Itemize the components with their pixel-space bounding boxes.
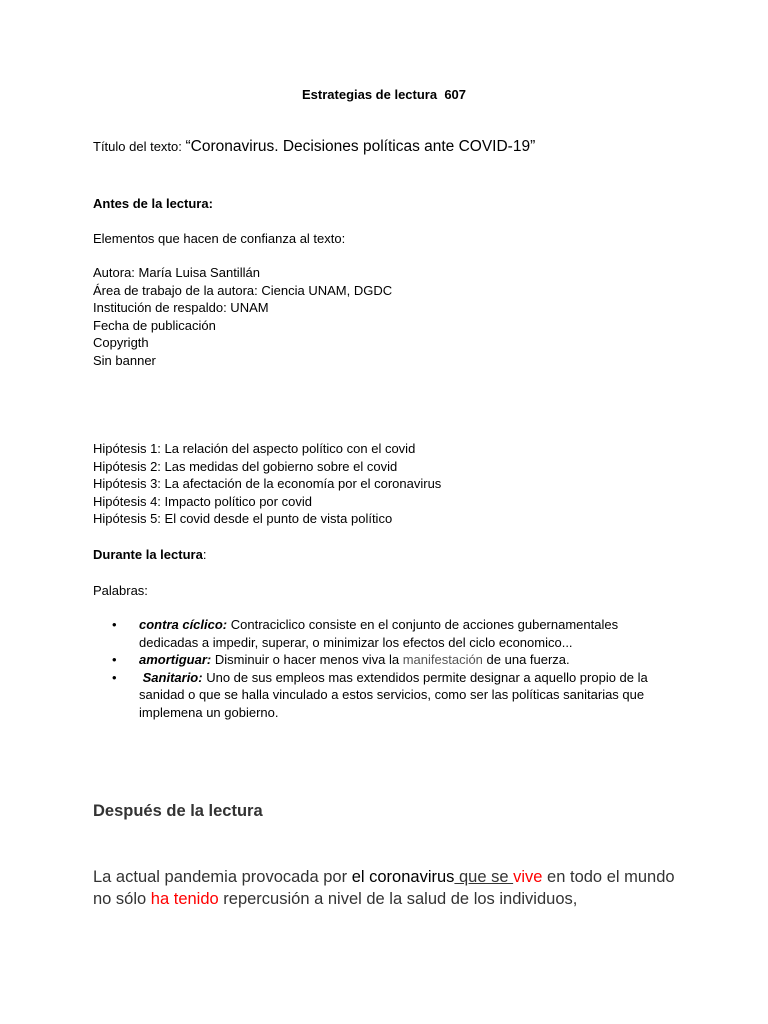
after-reading-paragraph — [93, 866, 693, 910]
hypothesis-item: Hipótesis 2: Las medidas del gobierno sobre el covid — [93, 458, 398, 474]
bullet-icon: • — [112, 669, 117, 685]
after-reading-heading: Después de la lectura — [93, 802, 263, 820]
trust-item: Área de trabajo de la autora: Ciencia UNAM, DGDC — [93, 282, 393, 298]
word-item — [112, 669, 672, 722]
text-title-value: “Coronavirus. Decisiones políticas ante COVID-19” — [185, 138, 536, 155]
word-definition-after: de una fuerza. — [482, 652, 570, 668]
trust-item: Fecha de publicación — [93, 317, 216, 333]
words-label: Palabras: — [93, 583, 148, 598]
word-definition: Uno de sus empleos mas extendidos permite designar a aquello propio de la sanidad o que se halla vinculado a estos servicios, como ser las políticas sanitarias que implemena un gobierno. — [139, 669, 648, 720]
paragraph-part: en todo el mundo no sólo — [93, 868, 675, 908]
words-list — [112, 616, 672, 722]
before-reading-heading: Antes de la lectura: — [93, 196, 213, 211]
trust-items-list — [93, 264, 392, 370]
hypotheses-list — [93, 440, 441, 528]
word-term: contra cíclico: — [139, 617, 228, 632]
trust-item: Autora: María Luisa Santillán — [93, 265, 260, 280]
word-term: amortiguar: — [139, 652, 212, 668]
text-title-line — [93, 138, 535, 156]
bullet-icon: • — [112, 617, 117, 632]
paragraph-part: ha tenido — [150, 890, 219, 908]
bullet-icon: • — [112, 652, 117, 668]
word-item — [112, 651, 672, 669]
during-reading-heading: Durante la lectura — [93, 547, 203, 562]
trust-item: Sin banner — [93, 352, 156, 368]
word-definition-link: manifestación — [402, 652, 483, 668]
hypothesis-item: Hipótesis 3: La afectación de la economía por el coronavirus — [93, 476, 442, 492]
trust-item: Institución de respaldo: UNAM — [93, 300, 269, 316]
paragraph-part: La actual pandemia provocada por — [93, 868, 352, 886]
hypothesis-item: Hipótesis 1: La relación del aspecto político con el covid — [93, 441, 416, 456]
paragraph-part: el coronavirus — [351, 868, 455, 886]
during-reading-heading-line — [93, 546, 206, 564]
hypothesis-item: Hipótesis 4: Impacto político por covid — [93, 493, 312, 509]
text-title-label: Título del texto: — [93, 139, 186, 154]
hypothesis-item: Hipótesis 5: El covid desde el punto de vista político — [93, 511, 393, 527]
paragraph-part: vive — [513, 868, 543, 886]
trust-intro: Elementos que hacen de confianza al texto: — [93, 231, 346, 246]
paragraph-part: repercusión a nivel de la salud de los individuos, — [218, 890, 578, 908]
during-reading-colon: : — [202, 547, 207, 562]
document-title: Estrategias de lectura 607 — [301, 87, 467, 102]
word-term: Sanitario: — [142, 669, 203, 685]
word-definition-before: Disminuir o hacer menos viva la — [211, 652, 403, 668]
word-definition: Contraciclico consiste en el conjunto de acciones gubernamentales dedicadas a impedir, superar, o minimizar los efectos del ciclo economico... — [139, 617, 619, 650]
trust-item: Copyrigth — [93, 335, 149, 351]
word-item — [112, 616, 672, 651]
paragraph-part: que se — [454, 868, 514, 886]
